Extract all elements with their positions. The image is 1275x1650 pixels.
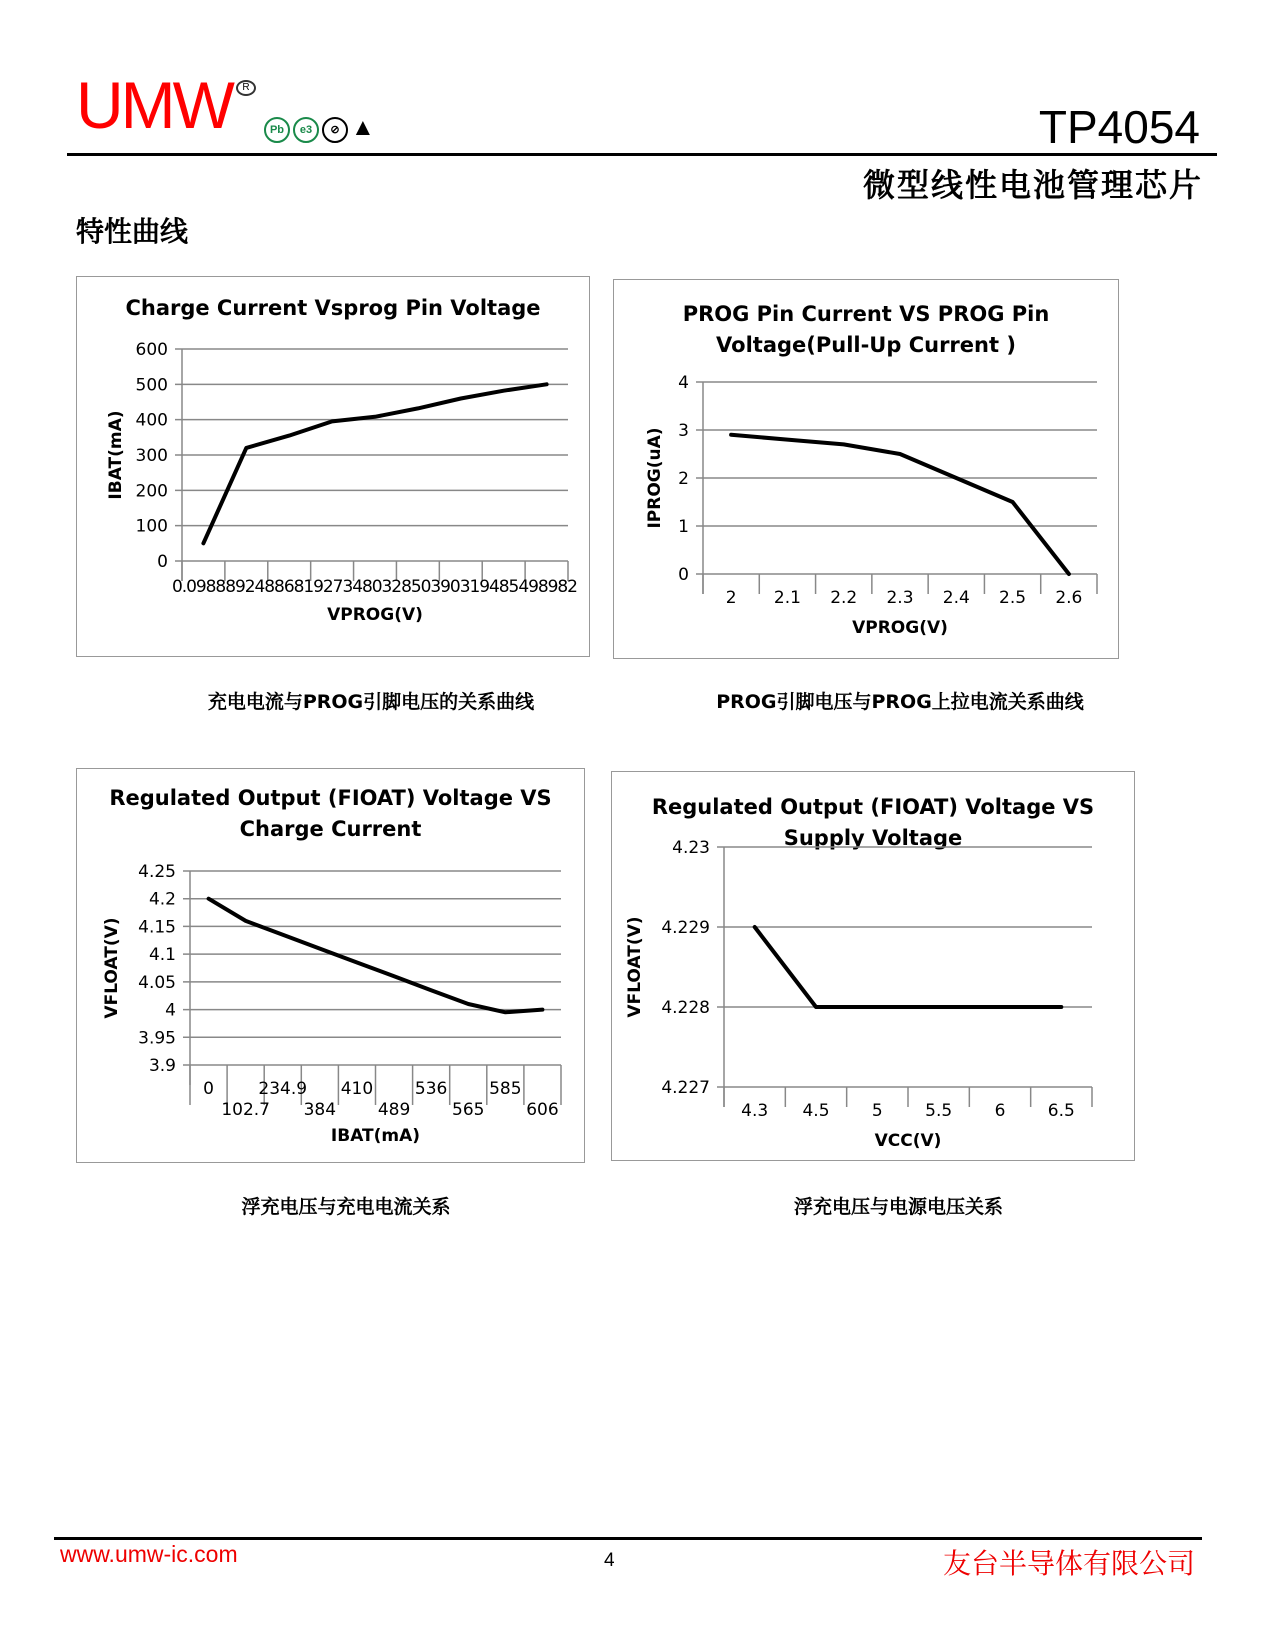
series-line xyxy=(209,899,543,1013)
x-axis-label: IBAT(mA) xyxy=(330,1126,421,1146)
x-axis-label: VCC(V) xyxy=(874,1131,942,1151)
x-tick-label: 5 xyxy=(871,1101,883,1121)
y-tick-label: 100 xyxy=(135,516,168,537)
y-axis-label: VFLOAT(V) xyxy=(102,917,122,1019)
chart-title-line: Regulated Output (FIOAT) Voltage VS xyxy=(651,795,1095,819)
y-tick-label: 4.05 xyxy=(138,972,176,993)
x-tick-label: 2.3 xyxy=(886,588,914,608)
y-tick-label: 3.9 xyxy=(148,1056,176,1076)
chart-caption: 浮充电压与电源电压关系 xyxy=(793,1196,1003,1218)
x-tick-label: 2.2 xyxy=(830,588,858,608)
y-tick-label: 4.2 xyxy=(148,889,176,910)
y-tick-label: 300 xyxy=(135,446,168,466)
x-tick-label: 565 xyxy=(452,1100,485,1120)
x-tick-label: 0.0988892488681927348032850390319485498982 xyxy=(172,577,578,597)
y-tick-label: 4.1 xyxy=(148,945,176,966)
chart-title-line: Supply Voltage xyxy=(783,826,963,850)
x-tick-label: 2.4 xyxy=(942,588,970,608)
x-tick-label: 2 xyxy=(725,588,737,608)
chart-vfloat-supply xyxy=(611,771,1135,1161)
x-tick-label: 4.3 xyxy=(741,1101,769,1121)
x-tick-label: 0 xyxy=(203,1079,214,1099)
x-tick-label: 5.5 xyxy=(925,1101,953,1121)
x-tick-label: 4.5 xyxy=(802,1101,830,1121)
y-tick-label: 2 xyxy=(678,469,689,489)
rohs-icon: ⊘ xyxy=(322,117,348,143)
x-tick-label: 234.9 xyxy=(258,1079,308,1099)
y-tick-label: 4.25 xyxy=(138,862,176,882)
y-tick-label: 600 xyxy=(135,340,168,360)
chart-title-line: PROG Pin Current VS PROG Pin xyxy=(682,302,1050,326)
y-tick-label: 200 xyxy=(135,481,168,502)
chart-caption: 充电电流与PROG引脚电压的关系曲线 xyxy=(207,691,535,713)
x-tick-label: 2.5 xyxy=(999,588,1027,608)
part-number: TP4054 xyxy=(1038,101,1200,153)
e3-icon: e3 xyxy=(293,117,319,143)
chart-charge-current xyxy=(76,276,590,657)
umw-logo: UMW xyxy=(76,68,232,142)
x-tick-label: 606 xyxy=(526,1100,559,1120)
chart-title-line: Voltage(Pull-Up Current ) xyxy=(716,333,1016,357)
x-tick-label: 6.5 xyxy=(1047,1101,1075,1121)
y-tick-label: 4 xyxy=(678,373,689,393)
footer-divider xyxy=(54,1537,1202,1540)
page-number: 4 xyxy=(604,1550,615,1571)
y-tick-label: 500 xyxy=(135,375,168,396)
series-line xyxy=(731,435,1069,574)
header-divider xyxy=(67,153,1217,156)
company-name: 友台半导体有限公司 xyxy=(942,1547,1195,1580)
x-tick-label: 6 xyxy=(994,1101,1006,1121)
x-axis-label: VPROG(V) xyxy=(327,605,423,625)
y-tick-label: 1 xyxy=(678,517,689,537)
x-tick-label: 536 xyxy=(414,1079,448,1099)
y-tick-label: 3.95 xyxy=(138,1028,176,1049)
document-subtitle: 微型线性电池管理芯片 xyxy=(862,166,1203,204)
y-tick-label: 4.227 xyxy=(661,1078,710,1098)
section-title: 特性曲线 xyxy=(76,215,189,248)
x-tick-label: 102.7 xyxy=(221,1100,270,1120)
y-tick-label: 4.229 xyxy=(661,918,710,938)
y-tick-label: 3 xyxy=(678,421,689,441)
y-tick-label: 4.15 xyxy=(138,917,176,938)
chart-title: Charge Current Vsprog Pin Voltage xyxy=(125,296,541,320)
esd-icon: ▲ xyxy=(351,114,375,141)
chart-caption: 浮充电压与充电电流关系 xyxy=(241,1196,451,1218)
website-link[interactable]: www.umw-ic.com xyxy=(60,1541,238,1567)
pb-free-icon: Pb xyxy=(264,117,290,143)
x-tick-label: 384 xyxy=(303,1100,337,1120)
chart-prog-current xyxy=(613,279,1119,659)
x-tick-label: 2.1 xyxy=(773,588,801,608)
y-tick-label: 4 xyxy=(165,1000,176,1021)
x-tick-label: 489 xyxy=(377,1100,411,1120)
y-axis-label: VFLOAT(V) xyxy=(625,916,645,1018)
x-tick-label: 2.6 xyxy=(1055,588,1083,608)
chart-title-line: Charge Current xyxy=(239,817,422,841)
chart-vfloat-current xyxy=(76,768,585,1163)
chart-caption: PROG引脚电压与PROG上拉电流关系曲线 xyxy=(716,691,1084,713)
y-axis-label: IPROG(uA) xyxy=(645,427,665,529)
y-tick-label: 4.23 xyxy=(672,838,710,858)
y-tick-label: 4.228 xyxy=(661,998,710,1018)
chart-title-line: Regulated Output (FIOAT) Voltage VS xyxy=(109,786,552,810)
x-tick-label: 585 xyxy=(489,1079,522,1099)
series-line xyxy=(755,927,1062,1007)
x-axis-label: VPROG(V) xyxy=(852,618,948,638)
x-tick-label: 410 xyxy=(340,1079,374,1099)
y-axis-label: IBAT(mA) xyxy=(106,410,126,500)
registered-mark-icon: R xyxy=(236,80,256,96)
series-line xyxy=(203,384,546,543)
y-tick-label: 0 xyxy=(678,565,689,585)
y-tick-label: 0 xyxy=(157,552,168,572)
y-tick-label: 400 xyxy=(135,410,168,431)
